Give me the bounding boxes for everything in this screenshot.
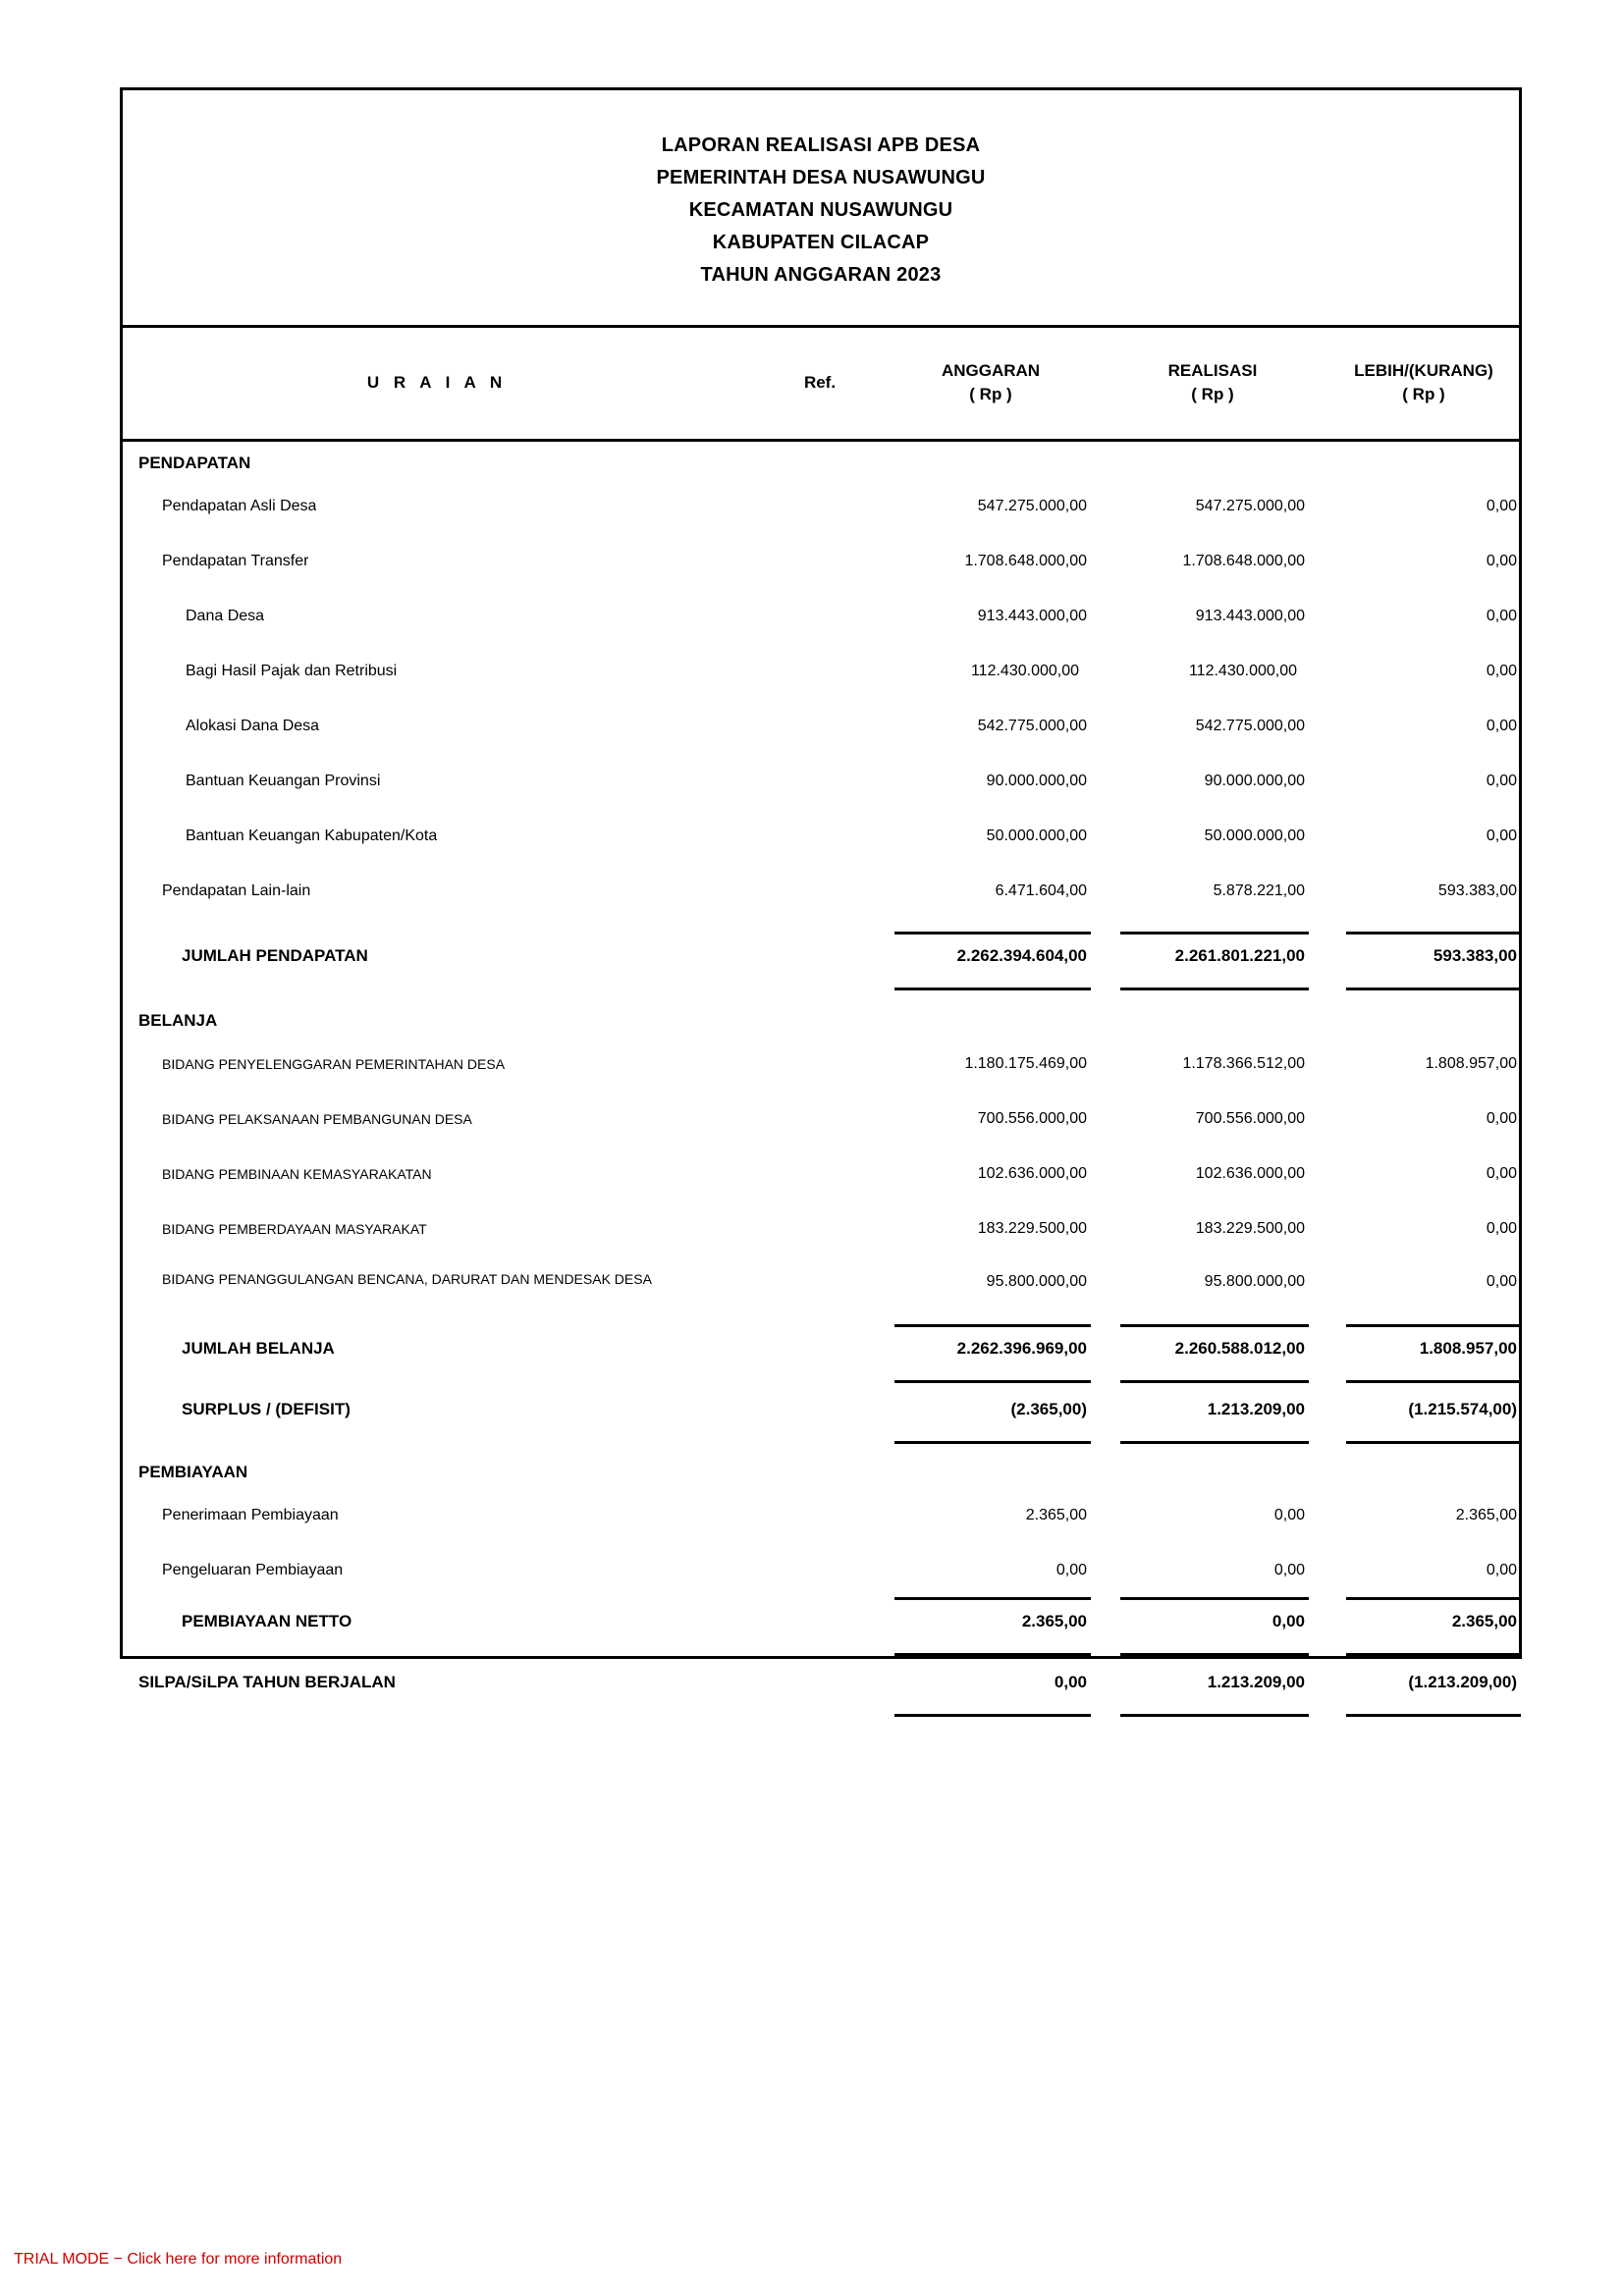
total-rule-bottom-col3 [1346,1714,1521,1717]
row-anggaran-bidang-pemberdayaan: 183.229.500,00 [977,1220,1087,1237]
row-selisih-pendapatan-lain-lain: 593.383,00 [1437,882,1517,899]
total-rule-bottom-col2 [1120,1441,1309,1444]
total-rule-bottom-col1 [894,1653,1091,1656]
row-label-jumlah-belanja: JUMLAH BELANJA [182,1339,335,1358]
table-row [123,1097,1519,1152]
row-realisasi-bidang-penanggulangan: 95.800.000,00 [1204,1273,1305,1290]
row-anggaran-jumlah-belanja: 2.262.396.969,00 [956,1339,1087,1358]
column-header-anggaran [893,359,1089,406]
row-anggaran-silpa: 0,00 [1054,1673,1087,1691]
table-row [123,1042,1519,1097]
section-heading-pembiayaan: PEMBIAYAAN [138,1463,248,1481]
row-selisih-bantuan-provinsi: 0,00 [1486,773,1517,789]
column-header-lebih-kurang-label: LEBIH/(KURANG) [1354,361,1493,380]
row-anggaran-pengeluaran-pembiayaan: 0,00 [1055,1562,1087,1578]
column-header-lebih-kurang-unit: ( Rp ) [1402,385,1445,403]
row-realisasi-bidang-pembinaan: 102.636.000,00 [1195,1165,1305,1182]
row-label-penerimaan-pembiayaan: Penerimaan Pembiayaan [162,1507,339,1523]
row-realisasi-alokasi-dana-desa: 542.775.000,00 [1195,718,1305,734]
total-rule-bottom-col1 [894,1441,1091,1444]
row-realisasi-jumlah-belanja: 2.260.588.012,00 [1174,1339,1305,1358]
column-header-lebih-kurang [1325,359,1522,406]
row-realisasi-bidang-pelaksanaan: 700.556.000,00 [1195,1110,1305,1127]
table-row [123,815,1519,870]
table-total-row [123,1388,1519,1443]
row-selisih-bidang-pemberdayaan: 0,00 [1486,1220,1517,1237]
section-heading-pendapatan: PENDAPATAN [138,454,251,472]
table-row [123,999,1519,1042]
table-row [123,1262,1519,1321]
total-rule-bottom-col3 [1346,988,1521,990]
trial-mode-notice[interactable]: TRIAL MODE − Click here for more information [14,2251,343,2268]
row-label-bidang-penyelenggaran: BIDANG PENYELENGGARAN PEMERINTAHAN DESA [162,1056,506,1072]
row-anggaran-pendapatan-transfer: 1.708.648.000,00 [964,553,1087,569]
column-header-realisasi-unit: ( Rp ) [1191,385,1234,403]
row-label-bantuan-kabupaten: Bantuan Keuangan Kabupaten/Kota [186,828,438,844]
row-label-dana-desa: Dana Desa [186,608,265,624]
row-selisih-bantuan-kabupaten: 0,00 [1486,828,1517,844]
row-realisasi-bidang-pemberdayaan: 183.229.500,00 [1195,1220,1305,1237]
report-title-line-4: KABUPATEN CILACAP [712,232,930,253]
table-row [123,1451,1519,1494]
report-title-line-1: LAPORAN REALISASI APB DESA [661,134,981,156]
table-row [123,1549,1519,1592]
row-anggaran-pendapatan-asli-desa: 547.275.000,00 [977,498,1087,514]
report-title-line-5: TAHUN ANGGARAN 2023 [700,264,942,286]
report-title-line-2: PEMERINTAH DESA NUSAWUNGU [656,167,986,188]
column-header-realisasi-label: REALISASI [1167,361,1258,380]
row-label-alokasi-dana-desa: Alokasi Dana Desa [186,718,320,734]
row-anggaran-surplus-defisit: (2.365,00) [1010,1400,1087,1418]
total-rule-bottom-col1 [894,1380,1091,1383]
table-row [123,1152,1519,1207]
column-header-uraian: U R A I A N [366,373,508,392]
row-label-pendapatan-lain-lain: Pendapatan Lain-lain [162,882,311,899]
row-label-surplus-defisit: SURPLUS / (DEFISIT) [182,1400,351,1418]
total-rule-bottom-col2 [1120,988,1309,990]
row-label-silpa: SILPA/SiLPA TAHUN BERJALAN [138,1673,396,1691]
row-realisasi-bantuan-provinsi: 90.000.000,00 [1204,773,1305,789]
table-row [123,705,1519,760]
row-realisasi-bantuan-kabupaten: 50.000.000,00 [1204,828,1305,844]
row-label-bidang-penanggulangan: BIDANG PENANGGULANGAN BENCANA, DARURAT DAN MENDESAK DESA [162,1271,652,1287]
row-label-bidang-pelaksanaan: BIDANG PELAKSANAAN PEMBANGUNAN DESA [162,1111,472,1127]
row-selisih-dana-desa: 0,00 [1486,608,1517,624]
row-label-bagi-hasil-pajak: Bagi Hasil Pajak dan Retribusi [186,663,398,679]
column-header-realisasi [1114,359,1311,406]
row-realisasi-surplus-defisit: 1.213.209,00 [1207,1400,1305,1418]
report-title-block [123,90,1519,328]
row-realisasi-bagi-hasil-pajak: 112.430.000,00 [1188,663,1297,679]
total-rule-bottom-col1 [894,1714,1091,1717]
row-selisih-surplus-defisit: (1.215.574,00) [1408,1400,1517,1418]
row-label-pengeluaran-pembiayaan: Pengeluaran Pembiayaan [162,1562,344,1578]
total-rule-bottom-col2 [1120,1380,1309,1383]
table-row [123,650,1519,705]
row-selisih-pendapatan-transfer: 0,00 [1486,553,1517,569]
row-realisasi-dana-desa: 913.443.000,00 [1195,608,1305,624]
table-row [123,870,1519,925]
total-rule-bottom-col3 [1346,1653,1521,1656]
table-row [123,1494,1519,1549]
table-row [123,1207,1519,1262]
table-body [123,442,1519,1716]
row-realisasi-jumlah-pendapatan: 2.261.801.221,00 [1174,946,1305,965]
table-total-row [123,1327,1519,1382]
row-anggaran-bidang-pelaksanaan: 700.556.000,00 [977,1110,1087,1127]
section-heading-belanja: BELANJA [138,1011,218,1030]
row-selisih-penerimaan-pembiayaan: 2.365,00 [1455,1507,1517,1523]
table-row [123,760,1519,815]
row-realisasi-bidang-penyelenggaran: 1.178.366.512,00 [1182,1055,1305,1072]
row-anggaran-pendapatan-lain-lain: 6.471.604,00 [995,882,1087,899]
report-frame [120,87,1522,1691]
row-anggaran-bidang-pembinaan: 102.636.000,00 [977,1165,1087,1182]
row-selisih-pengeluaran-pembiayaan: 0,00 [1486,1562,1517,1578]
row-realisasi-penerimaan-pembiayaan: 0,00 [1273,1507,1305,1523]
column-header-ref: Ref. [803,373,837,392]
row-selisih-bidang-pembinaan: 0,00 [1486,1165,1517,1182]
table-total-row [123,934,1519,989]
table-total-row [123,1600,1519,1655]
row-label-pendapatan-asli-desa: Pendapatan Asli Desa [162,498,317,514]
total-rule-bottom-col3 [1346,1380,1521,1383]
total-rule-bottom-col2 [1120,1653,1309,1656]
row-label-bidang-pemberdayaan: BIDANG PEMBERDAYAAN MASYARAKAT [162,1221,427,1237]
total-rule-bottom-col3 [1346,1441,1521,1444]
row-label-bantuan-provinsi: Bantuan Keuangan Provinsi [186,773,381,789]
row-anggaran-bantuan-provinsi: 90.000.000,00 [986,773,1087,789]
row-selisih-alokasi-dana-desa: 0,00 [1486,718,1517,734]
row-realisasi-pembiayaan-netto: 0,00 [1271,1612,1305,1630]
row-selisih-bidang-penyelenggaran: 1.808.957,00 [1425,1055,1517,1072]
table-row [123,595,1519,650]
row-anggaran-penerimaan-pembiayaan: 2.365,00 [1025,1507,1087,1523]
row-anggaran-dana-desa: 913.443.000,00 [977,608,1087,624]
column-header-anggaran-unit: ( Rp ) [969,385,1012,403]
row-label-bidang-pembinaan: BIDANG PEMBINAAN KEMASYARAKATAN [162,1166,432,1182]
table-row [123,442,1519,485]
row-selisih-jumlah-belanja: 1.808.957,00 [1419,1339,1517,1358]
row-anggaran-bagi-hasil-pajak: 112.430.000,00 [970,663,1079,679]
row-selisih-bidang-penanggulangan: 0,00 [1486,1273,1517,1290]
row-realisasi-pendapatan-transfer: 1.708.648.000,00 [1182,553,1305,569]
row-realisasi-silpa: 1.213.209,00 [1207,1673,1305,1691]
row-selisih-silpa: (1.213.209,00) [1408,1673,1517,1691]
row-realisasi-pendapatan-asli-desa: 547.275.000,00 [1195,498,1305,514]
row-label-jumlah-pendapatan: JUMLAH PENDAPATAN [182,946,368,965]
report-title-line-3: KECAMATAN NUSAWUNGU [688,199,953,221]
row-label-pembiayaan-netto: PEMBIAYAAN NETTO [182,1612,352,1630]
row-anggaran-jumlah-pendapatan: 2.262.394.604,00 [956,946,1087,965]
table-row [123,485,1519,540]
column-header-anggaran-label: ANGGARAN [941,361,1041,380]
row-realisasi-pengeluaran-pembiayaan: 0,00 [1273,1562,1305,1578]
table-column-header [123,328,1519,442]
row-anggaran-alokasi-dana-desa: 542.775.000,00 [977,718,1087,734]
row-selisih-pendapatan-asli-desa: 0,00 [1486,498,1517,514]
total-rule-bottom-col2 [1120,1714,1309,1717]
row-anggaran-pembiayaan-netto: 2.365,00 [1021,1612,1087,1630]
row-realisasi-pendapatan-lain-lain: 5.878.221,00 [1213,882,1305,899]
row-anggaran-bidang-penyelenggaran: 1.180.175.469,00 [964,1055,1087,1072]
row-label-pendapatan-transfer: Pendapatan Transfer [162,553,309,569]
row-selisih-pembiayaan-netto: 2.365,00 [1451,1612,1517,1630]
row-anggaran-bantuan-kabupaten: 50.000.000,00 [986,828,1087,844]
row-selisih-bagi-hasil-pajak: 0,00 [1486,663,1517,679]
row-anggaran-bidang-penanggulangan: 95.800.000,00 [986,1273,1087,1290]
table-total-row [123,1661,1519,1716]
total-rule-bottom-col1 [894,988,1091,990]
table-row [123,540,1519,595]
row-selisih-jumlah-pendapatan: 593.383,00 [1433,946,1517,965]
row-selisih-bidang-pelaksanaan: 0,00 [1486,1110,1517,1127]
